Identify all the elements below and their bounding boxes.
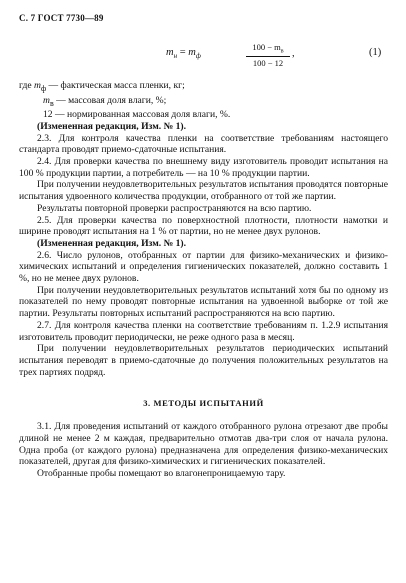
formula-number: (1) — [369, 47, 382, 58]
page-header: С. 7 ГОСТ 7730—89 — [19, 13, 104, 23]
paragraph: При получении неудовлетворительных результатов периодических испытаний испытания переводят в приемо-сдаточные до получения положительных результатов на трех партиях подряд. — [19, 343, 388, 378]
edit-note: (Измененная редакция, Изм. № 1). — [37, 120, 187, 132]
formula-fraction: $100 - m_в$ 100 − 12 — [246, 42, 290, 68]
document-body — [19, 80, 388, 480]
section-title: 3. МЕТОДЫ ИСПЫТАНИЙ — [143, 398, 264, 409]
paragraph: Результаты повторной проверки распространяются на всю партию. — [37, 202, 312, 214]
paragraph-2-3: 2.3. Для контроля качества пленки на соответствие требованиям настоящего стандарта проводят приемо-сдаточные испытания. — [19, 132, 388, 156]
paragraph-2-5: 2.5. Для проверки качества по поверхностной плотности, плотности намотки и ширине проводят испытания на 1 % от партии, но не менее двух рулонов. — [19, 214, 388, 238]
paragraph-3-1: 3.1. Для проведения испытаний от каждого отобранного рулона отрезают две пробы длиной не менее 2 м каждая, предварительно отмотав два-три слоя от начала рулона. Одна проба (от каждого рулона) предназначена для определения физико-механических показателей, другая для физико-химических и гигиенических показателей. — [19, 421, 388, 468]
definition-line: 12 — нормированная массовая доля влаги, %. — [43, 109, 231, 121]
paragraph: При получении неудовлетворительных результатов испытания проводятся повторные испытания удвоенного количества продукции, отобранного от той же партии. — [19, 179, 388, 203]
paragraph: При получении неудовлетворительных результатов испытаний хотя бы по одному из показателей по нему проводят повторные испытания на удвоенной выборке от той же партии. Результаты повторных испытаний распространяются на всю партию. — [19, 284, 388, 320]
paragraph-2-6: 2.6. Число рулонов, отобранных от партии для физико-механических и физико-химических испытаний и определения гигиенических показателей, должно составить 1 %, но не менее двух рулонов. — [19, 249, 388, 285]
edit-note: (Измененная редакция, Изм. № 1). — [37, 237, 187, 249]
formula-1: $m_н = m_ф$ $100 - m_в$ 100 − 12 , (1) — [166, 42, 382, 68]
formula-expression: $m_н = m_ф$ — [166, 47, 201, 61]
definition-line: где $m_ф$ — фактическая масса пленки, кг; — [19, 80, 185, 93]
paragraph-2-7: 2.7. Для контроля качества пленки на соответствие требованиям п. 1.2.9 испытания изготовитель проводит периодически, не реже одного раза в месяц. — [19, 319, 388, 343]
definition-line: $m_в$ — массовая доля влаги, %; — [43, 94, 167, 108]
paragraph-2-4: 2.4. Для проверки качества по внешнему виду изготовитель проводит испытания на 100 % продукции партии, а потребитель — на 10 % продукции партии. — [19, 156, 388, 179]
paragraph: Отобранные пробы помещают во влагонепроницаемую тару. — [37, 467, 286, 479]
